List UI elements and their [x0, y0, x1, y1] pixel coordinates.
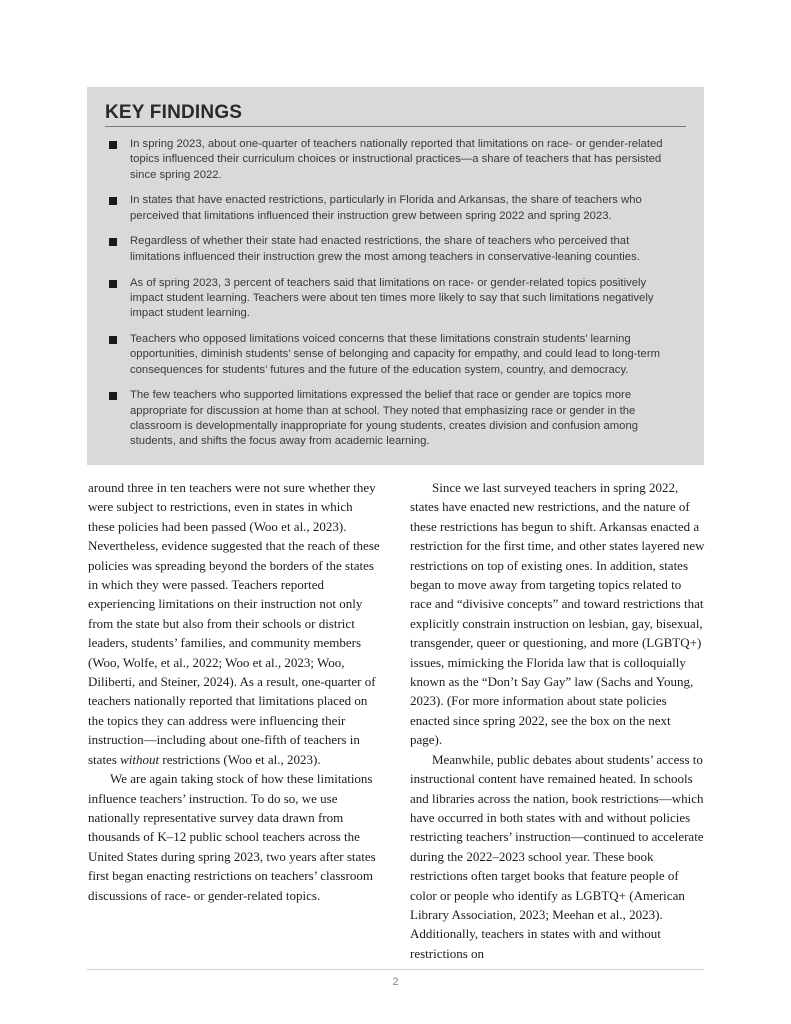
key-finding-text: As of spring 2023, 3 percent of teachers said that limitations on race- or gender-related topics positively impact student learning. Teachers were about ten times more likely to say that such limitations negatively impact student learning.: [130, 276, 654, 320]
body-text: restrictions (Woo et al., 2023).: [159, 751, 321, 767]
square-bullet-icon: [109, 336, 117, 344]
body-text: around three in ten teachers were not sure whether they were subject to restrictions, even in states in which these policies had been passed (Woo et al., 2023). Nevertheless, evidence suggested that the reach of these policies was spreading beyond the borders of the states in which they were passed. Teachers reported experiencing limitations on their instruction not only from the state but also from their schools or district leaders, students’ families, and community members (Woo, Wolfe, et al., 2022; Woo et al., 2023; Woo, Diliberti, and Steiner, 2024). As a result, one-quarter of teachers nationally reported that limitations placed on the topics they can address were influencing their instruction—including about one-fifth of teachers in states: [88, 480, 380, 767]
page-number: 2: [392, 976, 399, 988]
key-finding-item: [105, 388, 686, 449]
square-bullet-icon: [109, 238, 117, 246]
square-bullet-icon: [109, 392, 117, 400]
key-finding-text: Teachers who opposed limitations voiced concerns that these limitations constrain students’ learning opportunities, diminish students’ sense of belonging and capacity for empathy, and could lead to long-term consequences for students’ futures and the future of the education system, country, and democracy.: [130, 332, 661, 376]
key-findings-title: KEY FINDINGS: [105, 102, 686, 127]
body-paragraph: Meanwhile, public debates about students’ access to instructional content have remained heated. In schools and libraries across the nation, book restrictions—which have occurred in both states with and without policies restricting teachers’ instruction—continued to accelerate during the 2022–2023 school year. These book restrictions often target books that feature people of color or people who identify as LGBTQ+ (American Library Association, 2023; Meehan et al., 2023). Additionally, teachers in states with and without restrictions on: [410, 751, 704, 961]
square-bullet-icon: [109, 141, 117, 149]
body-paragraph: Since we last surveyed teachers in spring 2022, states have enacted new restrictions, and the nature of these restrictions has begun to shift. Arkansas enacted a restriction for the first time, and other states layered new restrictions on top of existing ones. In addition, states began to move away from targeting topics related to race and “divisive concepts” and toward restrictions that explicitly constrain instruction on lesbian, gay, bisexual, transgender, queer or questioning, and more (LGBTQ+) issues, mimicking the Florida law that is colloquially known as the “Don’t Say Gay” law (Sachs and Young, 2023). (For more information about state policies enacted since spring 2022, see the box on the next page).: [410, 480, 705, 748]
body-paragraph: [88, 478, 380, 769]
key-findings-box: [87, 87, 704, 465]
body-column-right: [410, 478, 706, 963]
key-finding-text: Regardless of whether their state had enacted restrictions, the share of teachers who perceived that limitations influenced their instruction grew the most among teachers in conservative-leaning counties.: [130, 235, 640, 263]
key-finding-text: In spring 2023, about one-quarter of teachers nationally reported that limitations on race- or gender-related topics influenced their curriculum choices or instructional practices—a share of teachers that has persisted since spring 2022.: [130, 138, 663, 181]
square-bullet-icon: [109, 197, 117, 205]
emphasis-text: without: [120, 751, 160, 767]
key-finding-item: [105, 193, 686, 224]
key-finding-item: [105, 332, 686, 378]
key-finding-item: [105, 276, 686, 322]
body-paragraph: We are again taking stock of how these limitations influence teachers’ instruction. To do so, we use nationally representative survey data drawn from thousands of K–12 public school teachers across the United States during spring 2023, two years after states first began enacting restrictions on teachers’ classroom discussions of race- or gender-related topics.: [88, 771, 376, 903]
key-finding-text: In states that have enacted restrictions, particularly in Florida and Arkansas, the share of teachers who perceived that limitations influenced their instruction grew between spring 2022 and spring 2023.: [130, 194, 642, 222]
body-column-left: [88, 478, 380, 905]
key-findings-list: [105, 137, 686, 450]
key-finding-text: The few teachers who supported limitations expressed the belief that race or gender are topics more appropriate for discussion at home than at school. They noted that emphasizing race or gender in the classroom is developmentally inappropriate for young students, creates division and confusion among students, and shifts the focus away from academic learning.: [130, 389, 639, 448]
footer-divider: [87, 969, 704, 970]
key-finding-item: [105, 137, 686, 183]
key-finding-item: [105, 234, 686, 265]
square-bullet-icon: [109, 280, 117, 288]
